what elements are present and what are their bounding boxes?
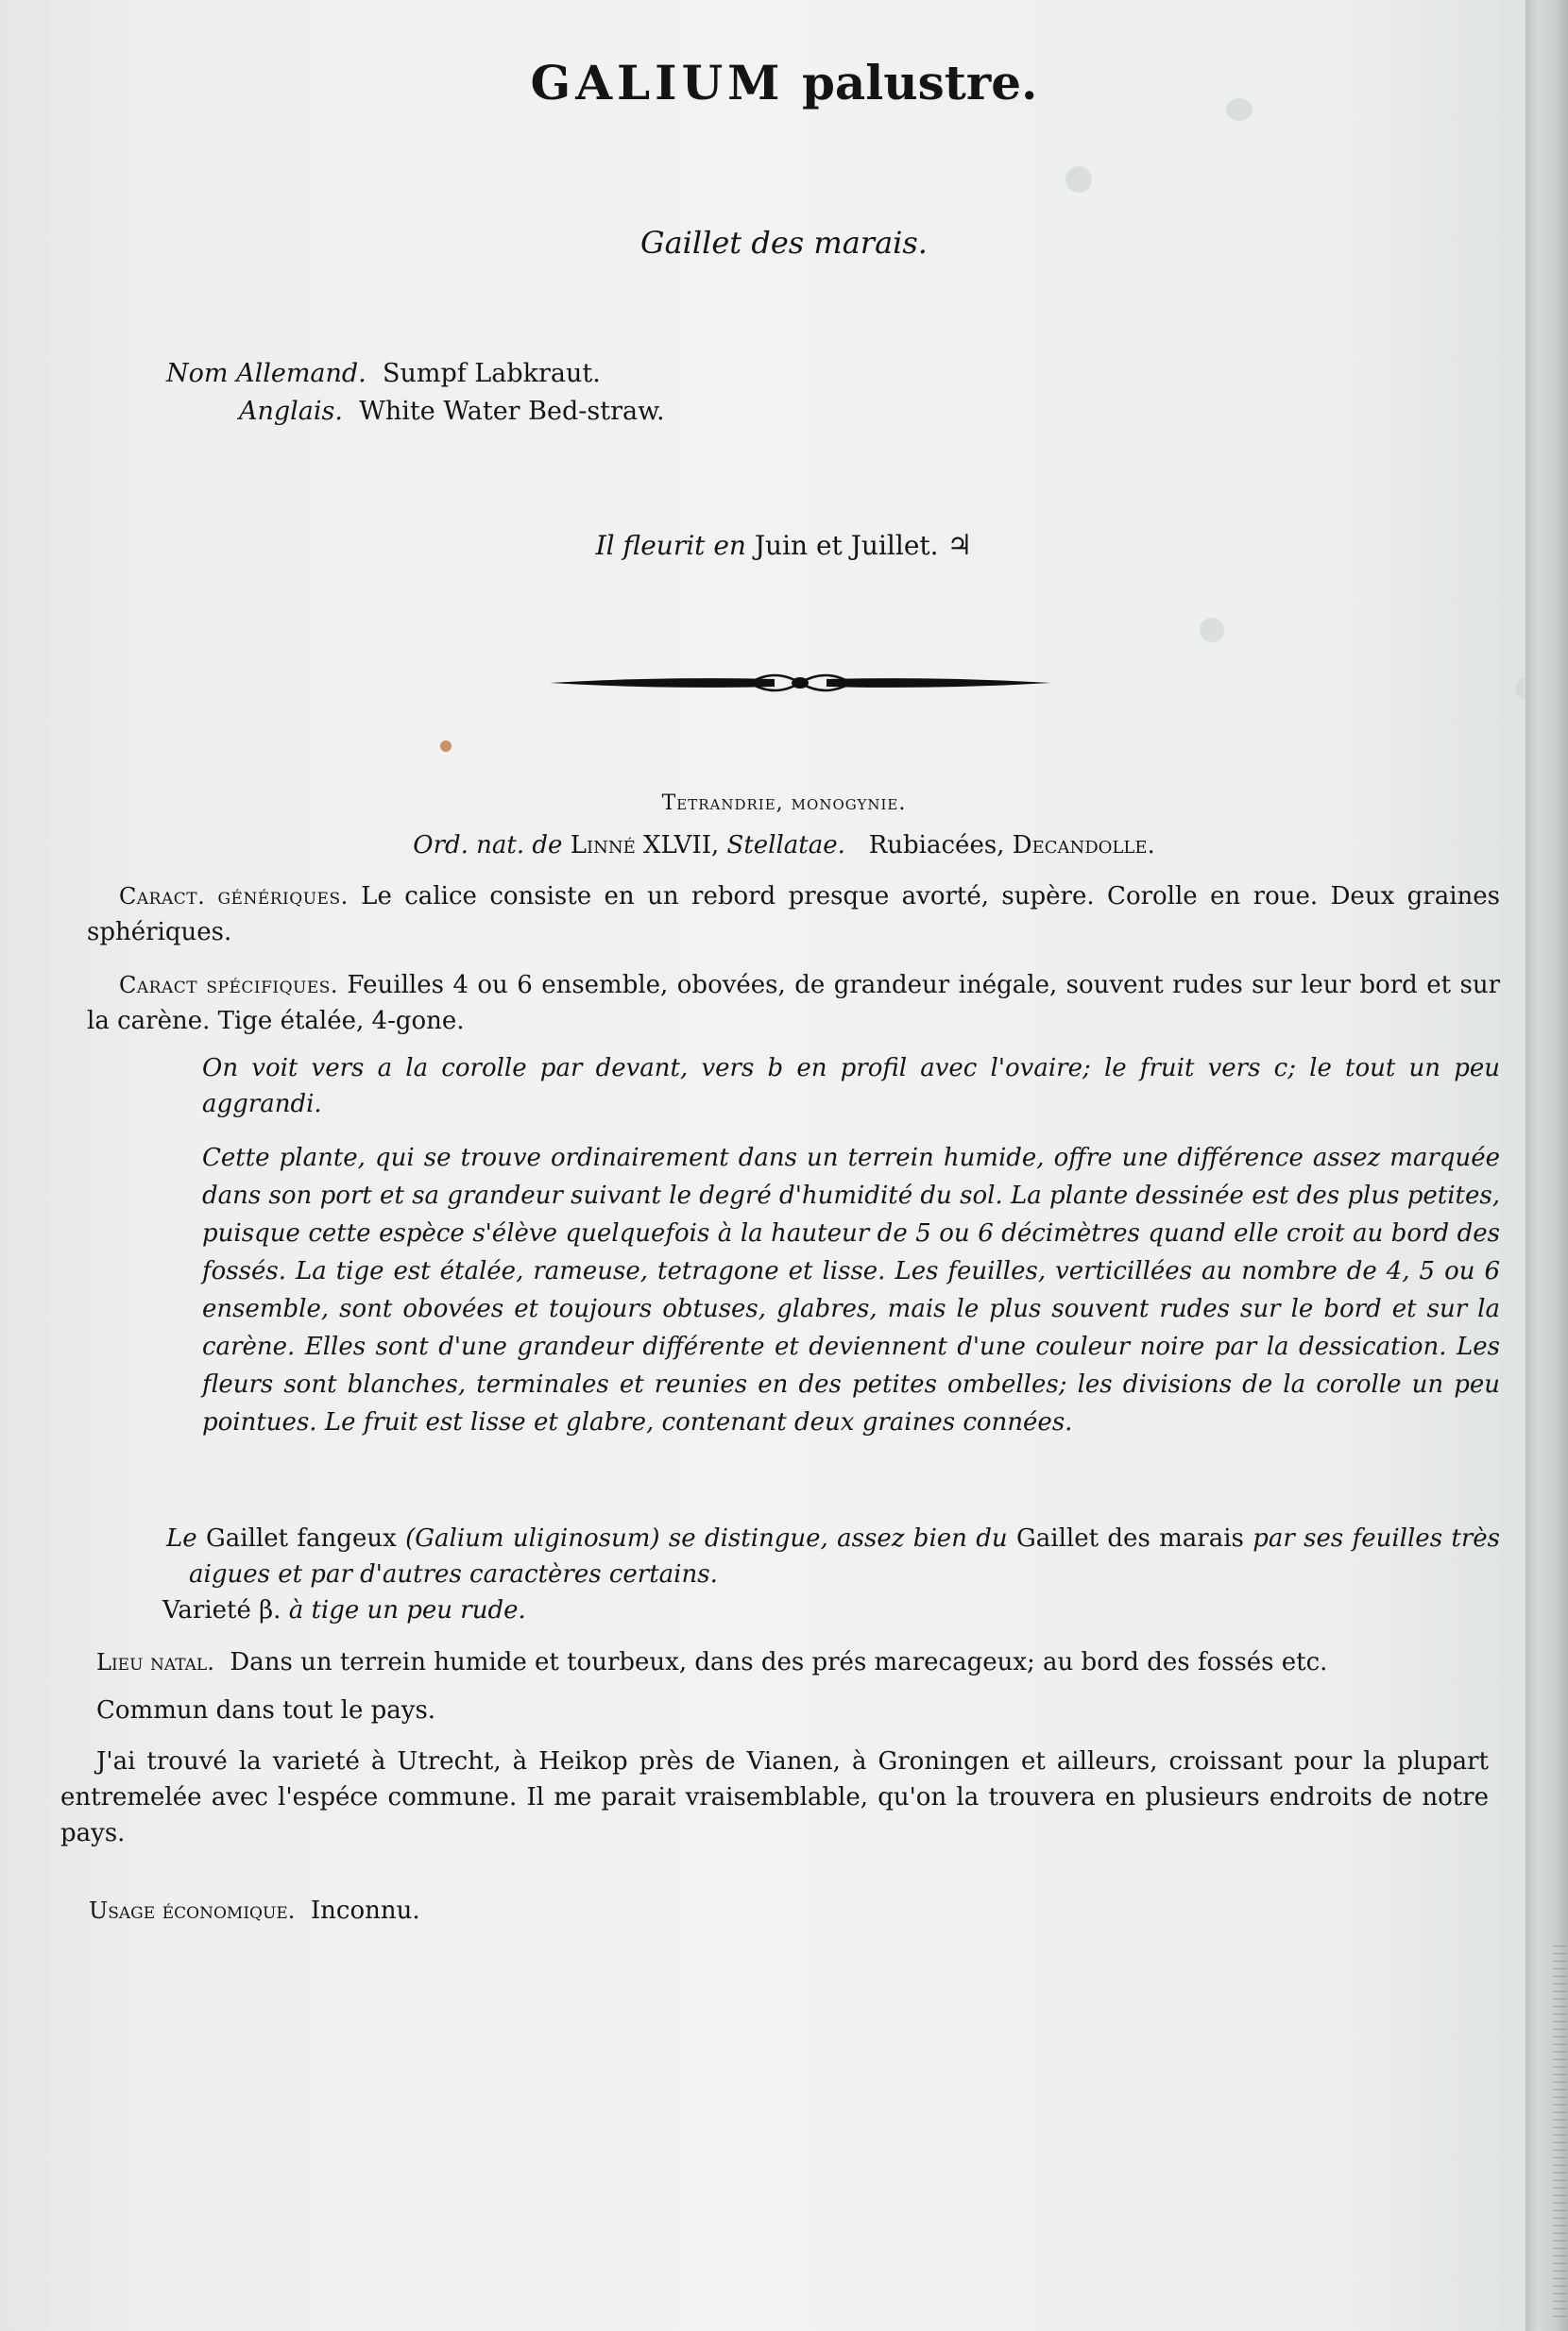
- natural-order-line: Ord. nat. de Linné XLVII, Stellatae. Rubiacées, Decandolle.: [413, 831, 1155, 859]
- title-genus: GALIUM: [530, 55, 785, 111]
- habitat-text: Dans un terrein humide et tourbeux, dans des prés marecageux; au bord des fossés etc.: [230, 1648, 1328, 1676]
- paper-speck: [1515, 678, 1525, 699]
- generic-characters-text: Le calice consiste en un rebord presque avorté, supère. Corolle en roue. Deux graines sphériques.: [87, 882, 1501, 946]
- generic-characters: [87, 878, 1500, 950]
- specific-characters-label: Caract spécifiques.: [119, 972, 339, 998]
- linne-group: Stellatae.: [726, 831, 845, 859]
- distribution-line: Commun dans tout le pays.: [96, 1696, 436, 1725]
- comparison-end: par ses feuilles très aigues et par d'autres caractères certains.: [189, 1524, 1501, 1589]
- family-name: Rubiacées,: [868, 831, 1005, 859]
- page-title: [0, 55, 1525, 111]
- ord-nat-label: Ord. nat. de: [413, 831, 563, 859]
- usage-text: Inconnu.: [310, 1897, 420, 1925]
- german-name: Sumpf Labkraut.: [382, 359, 601, 388]
- comparison-mid: se distingue, assez bien du: [668, 1524, 1008, 1553]
- figure-note-text: On voit vers a la corolle par devant, vers b en profil avec l'ovaire; le fruit vers c; le tout un peu aggrandi.: [202, 1054, 1500, 1118]
- linne-order: XLVII: [642, 831, 711, 859]
- comparison-paragraph: [166, 1521, 1500, 1592]
- comparison-gaillet-fangeux: Gaillet fangeux: [206, 1524, 397, 1553]
- german-label: Nom Allemand.: [166, 359, 366, 388]
- scale-ruler: [1553, 1946, 1566, 2323]
- english-name: White Water Bed-straw.: [359, 397, 665, 426]
- variety-label: Varieté β.: [162, 1596, 281, 1625]
- variety-line: [162, 1596, 526, 1625]
- paper-speck: [1065, 166, 1092, 193]
- paper-speck: [1200, 618, 1224, 642]
- english-label: Anglais.: [239, 397, 343, 426]
- figure-note: [179, 1050, 1500, 1122]
- flowering-text: Il fleurit en: [595, 530, 746, 561]
- decandolle-name: Decandolle.: [1012, 831, 1155, 859]
- paper-speck: [440, 740, 452, 752]
- comparison-gaillet-marais: Gaillet des marais: [1016, 1524, 1244, 1553]
- perennial-symbol: ♃: [946, 529, 973, 562]
- flowering-months: Juin et Juillet.: [754, 530, 939, 561]
- species-description: [179, 1139, 1500, 1441]
- title-species: palustre.: [801, 55, 1038, 111]
- specific-characters: [87, 967, 1500, 1039]
- ornamental-divider: [548, 667, 1053, 699]
- usage-line: [89, 1897, 420, 1925]
- generic-characters-label: Caract. génériques.: [119, 883, 349, 910]
- page-edge: [1525, 0, 1568, 2331]
- comparison-le: Le: [166, 1524, 197, 1553]
- habitat-label: Lieu natal.: [96, 1649, 214, 1676]
- page-subtitle: Gaillet des marais.: [640, 225, 928, 261]
- german-name-line: [166, 359, 601, 388]
- flowering-line: [0, 529, 1525, 562]
- specific-characters-text: Feuilles 4 ou 6 ensemble, obovées, de grandeur inégale, souvent rudes sur leur bord et sur la carène. Tige étalée, 4-gone.: [87, 971, 1501, 1035]
- english-name-line: [239, 397, 665, 426]
- variety-text: à tige un peu rude.: [288, 1596, 526, 1625]
- localities-text: J'ai trouvé la varieté à Utrecht, à Heikop près de Vianen, à Groningen et ailleurs, croissant pour la plupart entremelée avec l'espéce commune. Il me parait vraisemblable, qu'on la trouvera en plusieurs endroits de notre pays.: [60, 1747, 1489, 1847]
- usage-label: Usage économique.: [89, 1897, 296, 1924]
- linnaean-classification: Tetrandrie, monogynie.: [661, 791, 907, 815]
- habitat-line: [96, 1648, 1327, 1676]
- localities-paragraph: [60, 1744, 1489, 1851]
- species-description-text: Cette plante, qui se trouve ordinairement dans un terrein humide, offre une différence assez marquée dans son port et sa grandeur suivant le degré d'humidité du sol. La plante dessinée est des plus petites, puisque cette espèce s'élève quelquefois à la hauteur de 5 ou 6 décimètres quand elle croit au bord des fossés. La tige est étalée, rameuse, tetragone et lisse. Les feuilles, verticillées au nombre de 4, 5 ou 6 ensemble, sont obovées et toujours obtuses, glabres, mais le plus souvent rudes sur le bord et sur la carène. Elles sont d'une grandeur différente et deviennent d'une couleur noire par la dessication. Les fleurs sont blanches, terminales et reunies en des petites ombelles; les divisions de la corolle un peu pointues. Le fruit est lisse et glabre, contenant deux graines connées.: [202, 1144, 1500, 1437]
- comparison-latin: (Galium uliginosum): [405, 1524, 660, 1553]
- linne-name: Linné: [570, 831, 636, 859]
